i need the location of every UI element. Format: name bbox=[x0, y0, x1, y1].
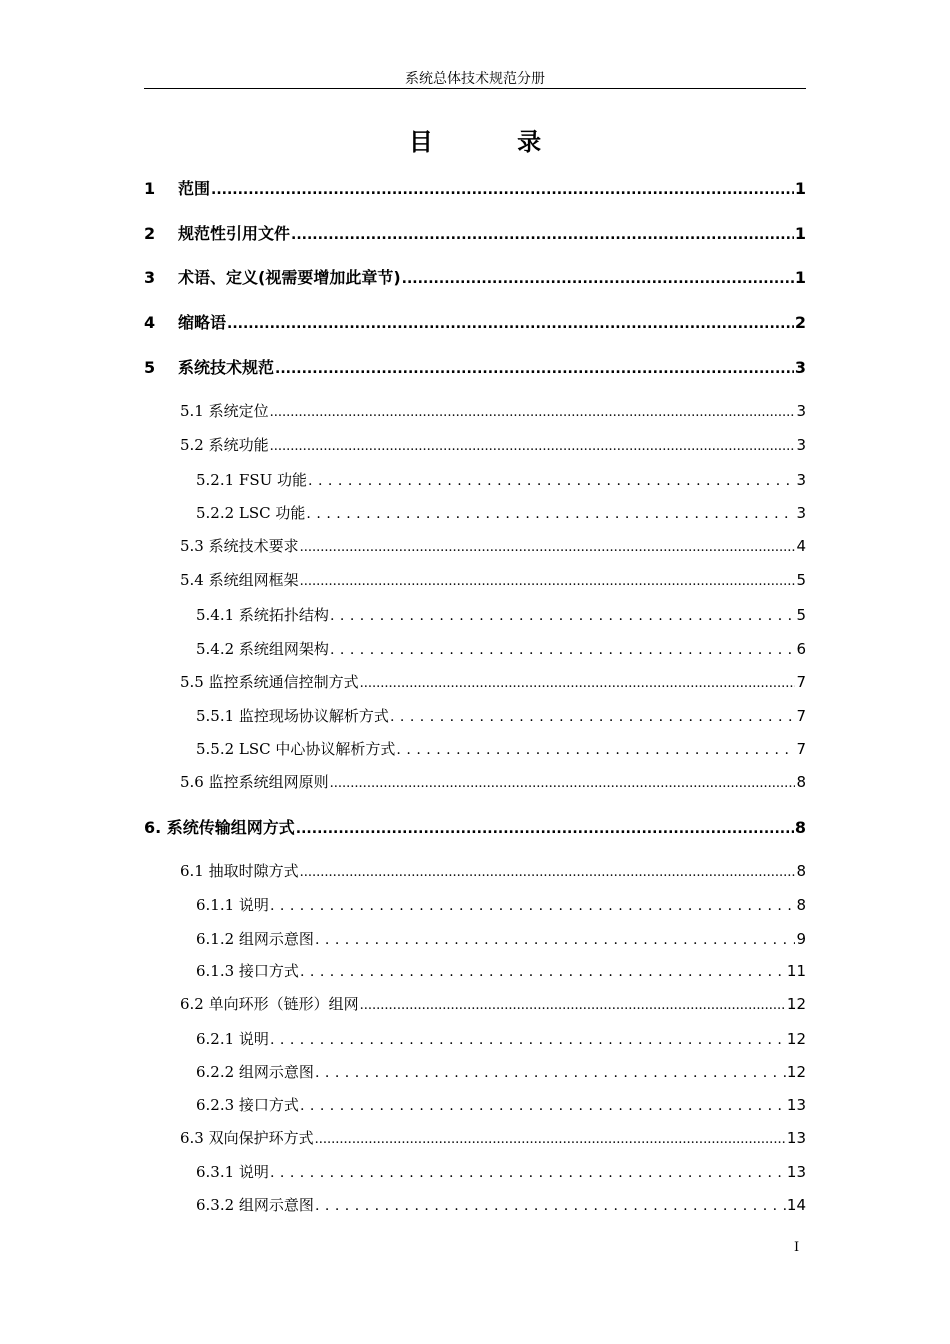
toc-entry[interactable] bbox=[180, 993, 806, 1014]
toc-leader-dots bbox=[270, 1032, 786, 1048]
toc-entry-label: 6.3.1 说明 bbox=[196, 1163, 269, 1181]
toc-entry[interactable] bbox=[144, 176, 806, 199]
toc-entry[interactable] bbox=[196, 469, 806, 490]
toc-entry[interactable] bbox=[144, 221, 806, 244]
toc-leader-dots bbox=[300, 964, 786, 980]
footer-page-number: I bbox=[794, 1240, 800, 1255]
toc-entry-label: 术语、定义(视需要增加此章节) bbox=[178, 268, 401, 287]
toc-leader-dots bbox=[306, 506, 795, 522]
toc-entry-page: 1 bbox=[794, 224, 806, 243]
toc-entry-page: 12 bbox=[786, 1063, 806, 1081]
toc-entry-label: 6.2.2 组网示意图 bbox=[196, 1063, 314, 1081]
toc-entry[interactable] bbox=[180, 535, 806, 556]
toc-entry-page: 12 bbox=[786, 995, 806, 1013]
toc-entry-page: 3 bbox=[796, 504, 806, 522]
toc-leader-dots bbox=[300, 865, 796, 880]
toc-entry[interactable] bbox=[196, 1094, 806, 1115]
toc-entry[interactable] bbox=[180, 860, 806, 881]
toc-leader-dots bbox=[296, 821, 794, 837]
toc-entry-label: 5.4 系统组网框架 bbox=[180, 571, 299, 589]
toc-entry-page: 14 bbox=[786, 1196, 806, 1214]
toc-entry-page: 12 bbox=[786, 1030, 806, 1048]
toc-entry-label: 6.2.1 说明 bbox=[196, 1030, 269, 1048]
toc-entry-label: 5.3 系统技术要求 bbox=[180, 537, 299, 555]
toc-entry-label: 6.3.2 组网示意图 bbox=[196, 1196, 314, 1214]
toc-leader-dots bbox=[360, 998, 786, 1013]
toc-entry[interactable] bbox=[144, 355, 806, 378]
toc-entry-label: 5.1 系统定位 bbox=[180, 402, 269, 420]
toc-entry[interactable] bbox=[196, 1194, 806, 1215]
toc-entry-page: 8 bbox=[796, 896, 806, 914]
toc-entry[interactable] bbox=[196, 894, 806, 915]
toc-leader-dots bbox=[300, 574, 796, 589]
toc-entry[interactable] bbox=[180, 434, 806, 455]
toc-entry-page: 7 bbox=[796, 740, 806, 758]
toc-entry-page: 8 bbox=[794, 818, 806, 837]
toc-entry-page: 3 bbox=[796, 436, 806, 454]
toc-leader-dots bbox=[291, 227, 794, 243]
toc-entry-page: 5 bbox=[796, 571, 806, 589]
toc-leader-dots bbox=[211, 182, 794, 198]
toc-leader-dots bbox=[360, 676, 796, 691]
toc-entry-label: 5.6 监控系统组网原则 bbox=[180, 773, 329, 791]
toc-entry-page: 13 bbox=[786, 1163, 806, 1181]
toc-entry-page: 9 bbox=[796, 930, 806, 948]
toc-leader-dots bbox=[396, 742, 795, 758]
running-header: 系统总体技术规范分册 bbox=[405, 71, 545, 87]
toc-entry-label: 5.4.2 系统组网架构 bbox=[196, 640, 329, 658]
toc-entry-page: 3 bbox=[796, 471, 806, 489]
toc-entry-label: 6. 系统传输组网方式 bbox=[144, 818, 295, 837]
toc-entry[interactable] bbox=[196, 705, 806, 726]
toc-leader-dots bbox=[270, 405, 796, 420]
toc-entry[interactable] bbox=[196, 604, 806, 625]
toc-entry-label: 5.4.1 系统拓扑结构 bbox=[196, 606, 329, 624]
toc-entry-label: 6.1.2 组网示意图 bbox=[196, 930, 314, 948]
toc-leader-dots bbox=[315, 932, 796, 948]
toc-entry-page: 2 bbox=[794, 313, 806, 332]
toc-entry-page: 6 bbox=[796, 640, 806, 658]
toc-leader-dots bbox=[315, 1132, 786, 1147]
toc-entry-page: 11 bbox=[786, 962, 806, 980]
toc-entry-page: 1 bbox=[794, 179, 806, 198]
toc-entry-label: 6.1.3 接口方式 bbox=[196, 962, 299, 980]
toc-leader-dots bbox=[402, 271, 794, 287]
toc-entry-label: 系统技术规范 bbox=[178, 358, 275, 377]
toc-entry-label: 范围 bbox=[178, 179, 211, 198]
toc-entry-page: 8 bbox=[796, 862, 806, 880]
toc-entry-label: 6.1.1 说明 bbox=[196, 896, 269, 914]
toc-entry-label: 6.2.3 接口方式 bbox=[196, 1096, 299, 1114]
toc-entry[interactable] bbox=[196, 1028, 806, 1049]
toc-entry-label: 6.3 双向保护环方式 bbox=[180, 1129, 314, 1147]
toc-entry[interactable] bbox=[180, 569, 806, 590]
toc-entry[interactable] bbox=[196, 1161, 806, 1182]
toc-entry-number: 5 bbox=[144, 358, 156, 377]
toc-leader-dots bbox=[315, 1065, 786, 1081]
toc-entry[interactable] bbox=[144, 265, 806, 288]
toc-entry[interactable] bbox=[180, 400, 806, 421]
toc-entry[interactable] bbox=[180, 771, 806, 792]
toc-leader-dots bbox=[308, 473, 795, 489]
toc-leader-dots bbox=[270, 1165, 786, 1181]
toc-entry[interactable] bbox=[196, 638, 806, 659]
toc-entry-label: 5.2 系统功能 bbox=[180, 436, 269, 454]
toc-leader-dots bbox=[315, 1198, 786, 1214]
toc-entry[interactable] bbox=[196, 1061, 806, 1082]
toc-entry[interactable] bbox=[180, 671, 806, 692]
toc-entry[interactable] bbox=[144, 815, 806, 838]
toc-leader-dots bbox=[270, 898, 796, 914]
toc-entry[interactable] bbox=[196, 928, 806, 949]
toc-entry-page: 3 bbox=[796, 402, 806, 420]
header-rule bbox=[144, 88, 806, 89]
toc-leader-dots bbox=[275, 361, 794, 377]
toc-entry[interactable] bbox=[196, 960, 806, 981]
toc-entry-label: 5.2.2 LSC 功能 bbox=[196, 504, 306, 522]
toc-entry-page: 7 bbox=[796, 673, 806, 691]
toc-entry-number: 1 bbox=[144, 179, 156, 198]
toc-entry-label: 规范性引用文件 bbox=[178, 224, 291, 243]
toc-entry-page: 8 bbox=[796, 773, 806, 791]
toc-entry[interactable] bbox=[180, 1127, 806, 1148]
toc-entry-page: 3 bbox=[794, 358, 806, 377]
toc-entry-page: 13 bbox=[786, 1096, 806, 1114]
toc-entry-number: 2 bbox=[144, 224, 156, 243]
toc-entry-label: 5.5.2 LSC 中心协议解析方式 bbox=[196, 740, 396, 758]
toc-leader-dots bbox=[300, 540, 796, 555]
toc-entry-page: 5 bbox=[796, 606, 806, 624]
toc-leader-dots bbox=[330, 642, 796, 658]
toc-entry-page: 1 bbox=[794, 268, 806, 287]
toc-leader-dots bbox=[227, 316, 794, 332]
toc-entry-label: 6.1 抽取时隙方式 bbox=[180, 862, 299, 880]
toc-entry-page: 4 bbox=[796, 537, 806, 555]
toc-leader-dots bbox=[300, 1098, 786, 1114]
toc-entry-page: 13 bbox=[786, 1129, 806, 1147]
toc-entry-label: 缩略语 bbox=[178, 313, 227, 332]
toc-leader-dots bbox=[390, 709, 796, 725]
toc-entry-label: 6.2 单向环形（链形）组网 bbox=[180, 995, 359, 1013]
toc-entry-label: 5.5.1 监控现场协议解析方式 bbox=[196, 707, 389, 725]
toc-entry-number: 3 bbox=[144, 268, 156, 287]
toc-leader-dots bbox=[330, 776, 796, 791]
toc-title: 目 录 bbox=[408, 128, 580, 156]
toc-leader-dots bbox=[330, 608, 796, 624]
toc-leader-dots bbox=[270, 439, 796, 454]
toc-entry-number: 4 bbox=[144, 313, 156, 332]
toc-entry[interactable] bbox=[196, 502, 806, 523]
toc-entry[interactable] bbox=[144, 310, 806, 333]
toc-entry-label: 5.2.1 FSU 功能 bbox=[196, 471, 308, 489]
toc-entry[interactable] bbox=[196, 738, 806, 759]
toc-entry-page: 7 bbox=[796, 707, 806, 725]
toc-entry-label: 5.5 监控系统通信控制方式 bbox=[180, 673, 359, 691]
